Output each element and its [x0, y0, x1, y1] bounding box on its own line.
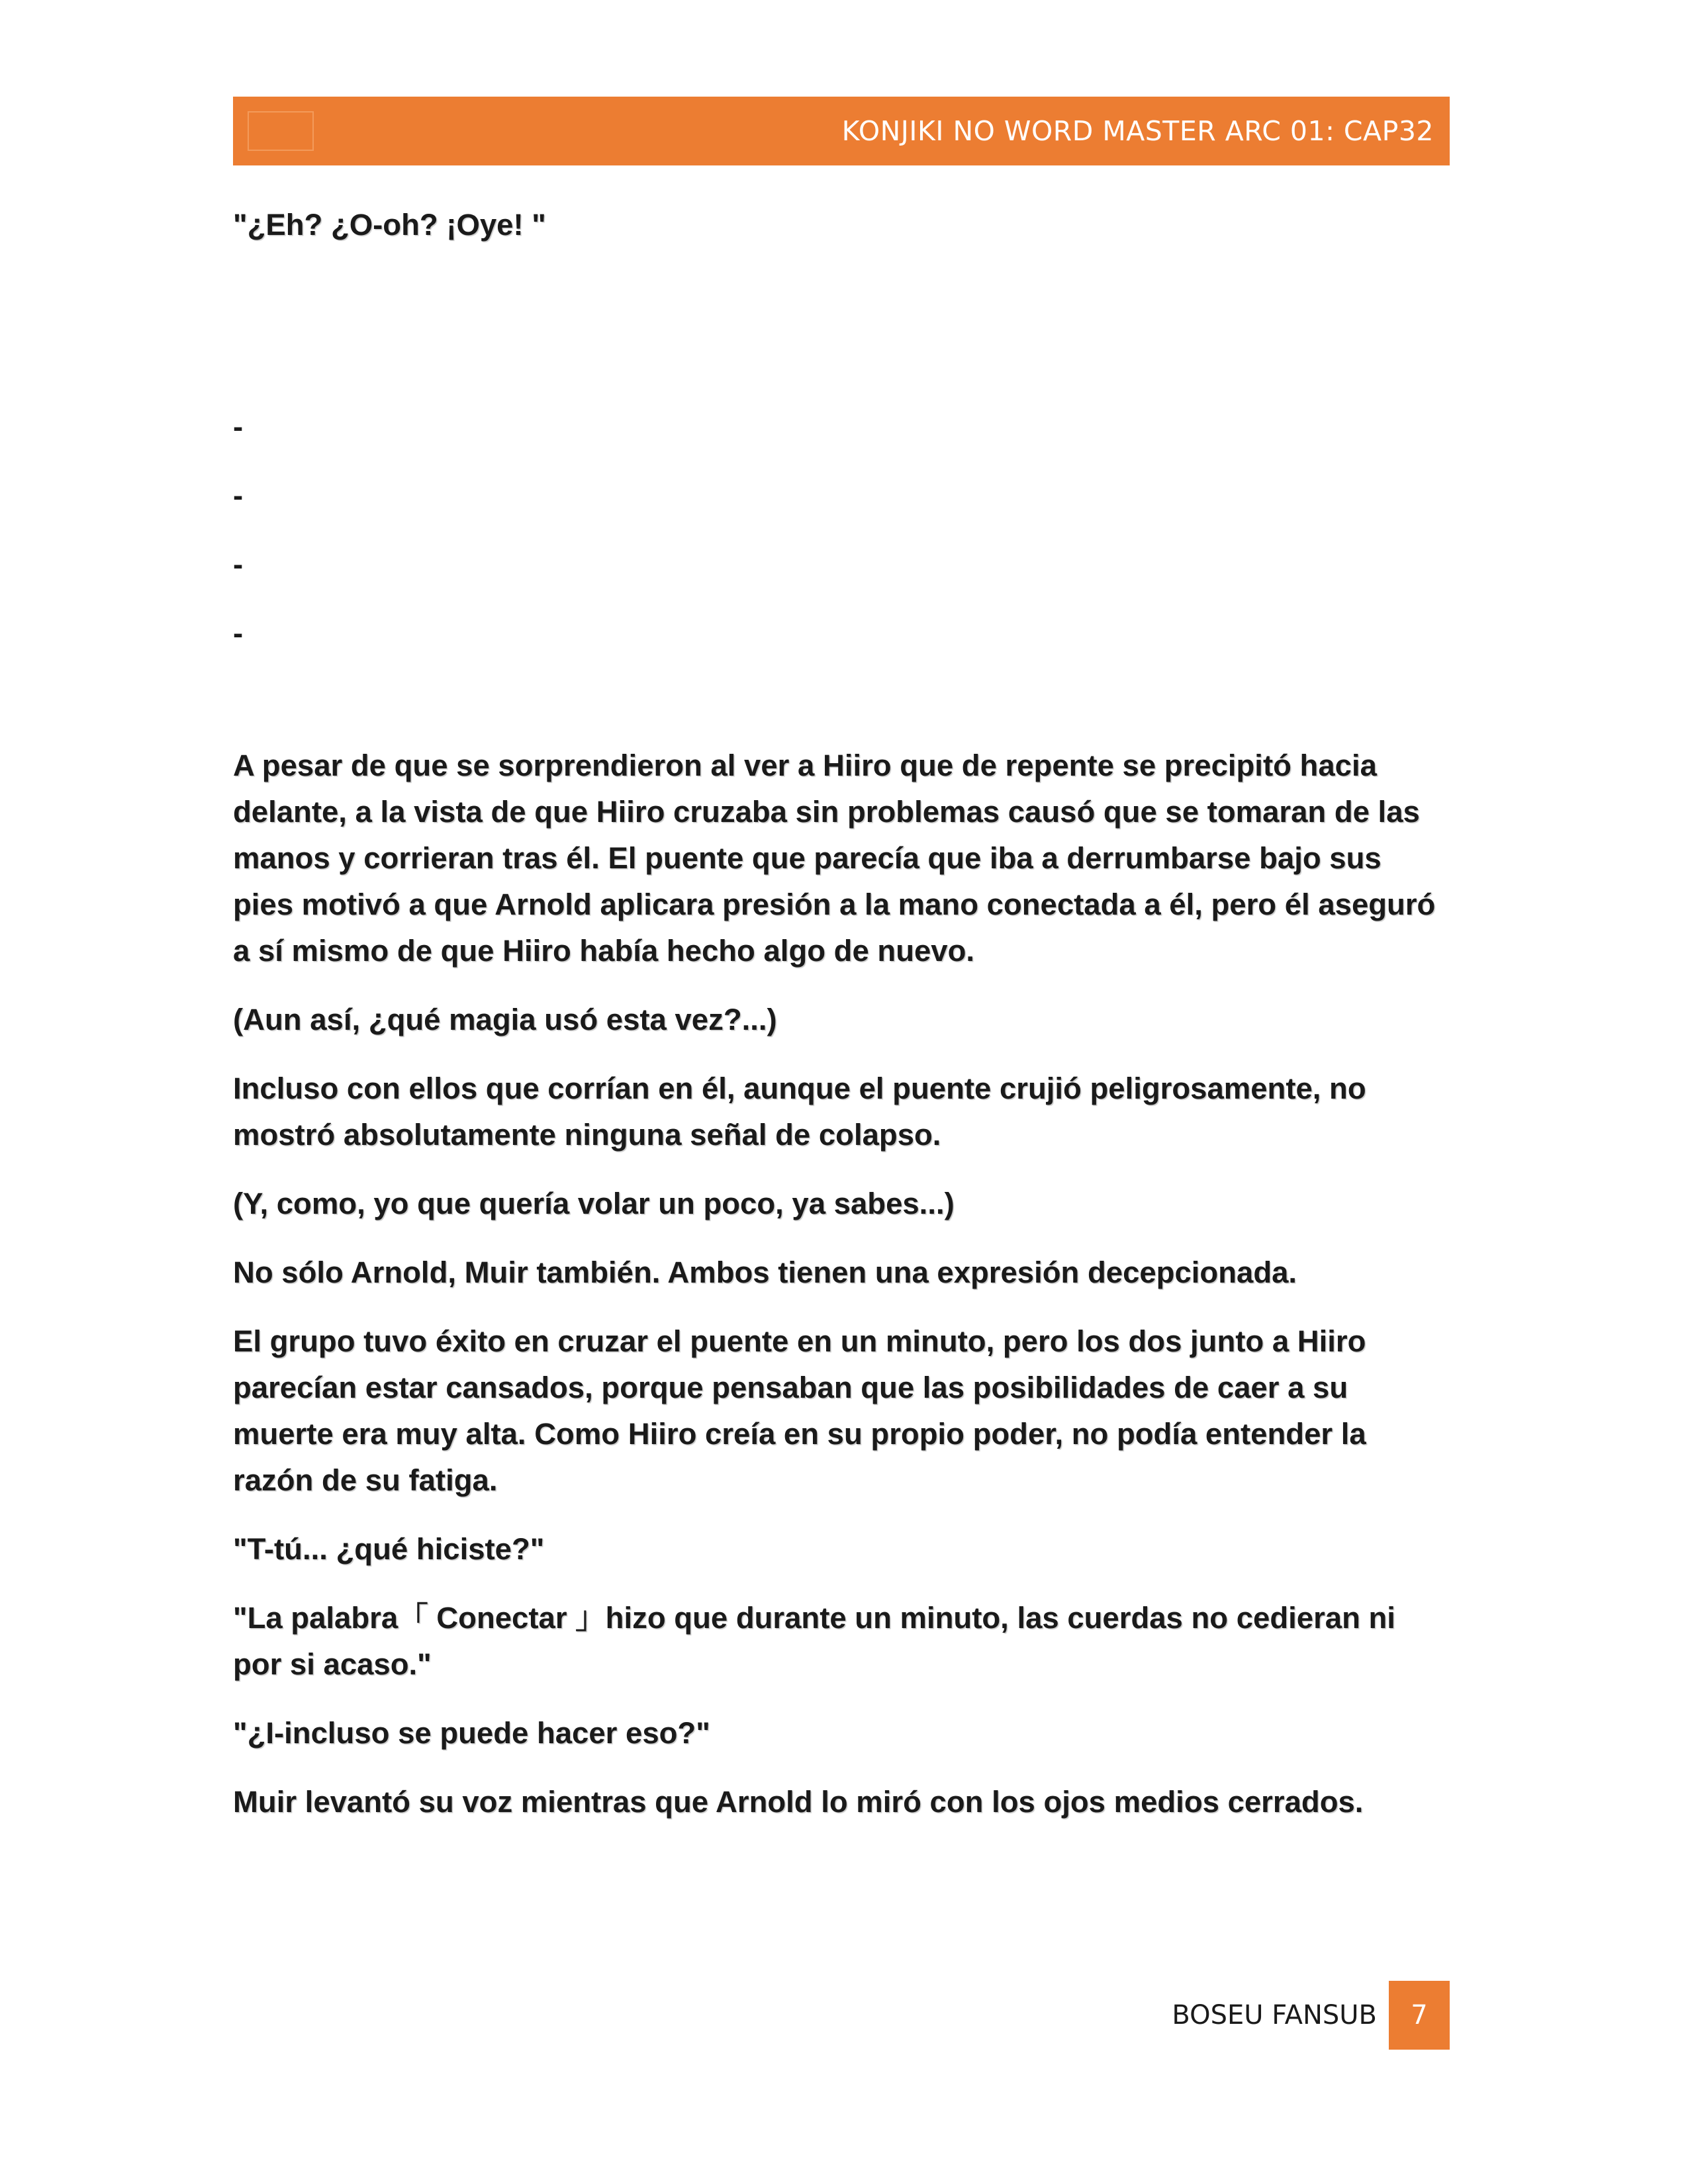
- scene-break-dash: -: [233, 616, 244, 650]
- page-footer: [0, 1981, 1688, 2050]
- paragraph: (Y, como, yo que quería volar un poco, ya sabes...): [233, 1187, 955, 1220]
- opening-dialogue: "¿Eh? ¿O-oh? ¡Oye! ": [233, 208, 546, 242]
- paragraph: "La palabra「 Conectar 」hizo que durante un minuto, las cuerdas no cedieran ni por si acaso.": [233, 1601, 1395, 1681]
- header-title: KONJIKI NO WORD MASTER ARC 01: CAP32: [841, 115, 1434, 147]
- paragraph: El grupo tuvo éxito en cruzar el puente en un minuto, pero los dos junto a Hiiro parecían estar cansados, porque pensaban que las posibilidades de caer a su muerte era muy alta. Como Hiiro creía en su propio poder, no podía entender la razón de su fatiga.: [233, 1324, 1366, 1497]
- header-accent-box: [248, 111, 314, 151]
- paragraph: Muir levantó su voz mientras que Arnold lo miró con los ojos medios cerrados.: [233, 1785, 1364, 1819]
- page-body: [233, 202, 1450, 1848]
- scene-break-dash: -: [233, 478, 244, 512]
- footer-label: BOSEU FANSUB: [1172, 2000, 1377, 2030]
- paragraph: No sólo Arnold, Muir también. Ambos tienen una expresión decepcionada.: [233, 1255, 1297, 1289]
- paragraph: "¿I-incluso se puede hacer eso?": [233, 1716, 710, 1750]
- page-header: [233, 97, 1450, 165]
- paragraph: Incluso con ellos que corrían en él, aunque el puente crujió peligrosamente, no mostró absolutamente ninguna señal de colapso.: [233, 1071, 1366, 1152]
- scene-break-dash: -: [233, 410, 244, 443]
- paragraph: A pesar de que se sorprendieron al ver a Hiiro que de repente se precipitó hacia delante, a la vista de que Hiiro cruzaba sin problemas causó que se tomaran de las manos y corrieran tras él. El puente que parecía que iba a derrumbarse bajo sus pies motivó a que Arnold aplicara presión a la mano conectada a él, pero él aseguró a sí mismo de que Hiiro había hecho algo de nuevo.: [233, 749, 1436, 968]
- paragraph: (Aun así, ¿qué magia usó esta vez?...): [233, 1003, 777, 1036]
- scene-break-dash: -: [233, 547, 244, 581]
- paragraph: "T-tú... ¿qué hiciste?": [233, 1532, 545, 1566]
- page-number: 7: [1389, 1981, 1450, 2050]
